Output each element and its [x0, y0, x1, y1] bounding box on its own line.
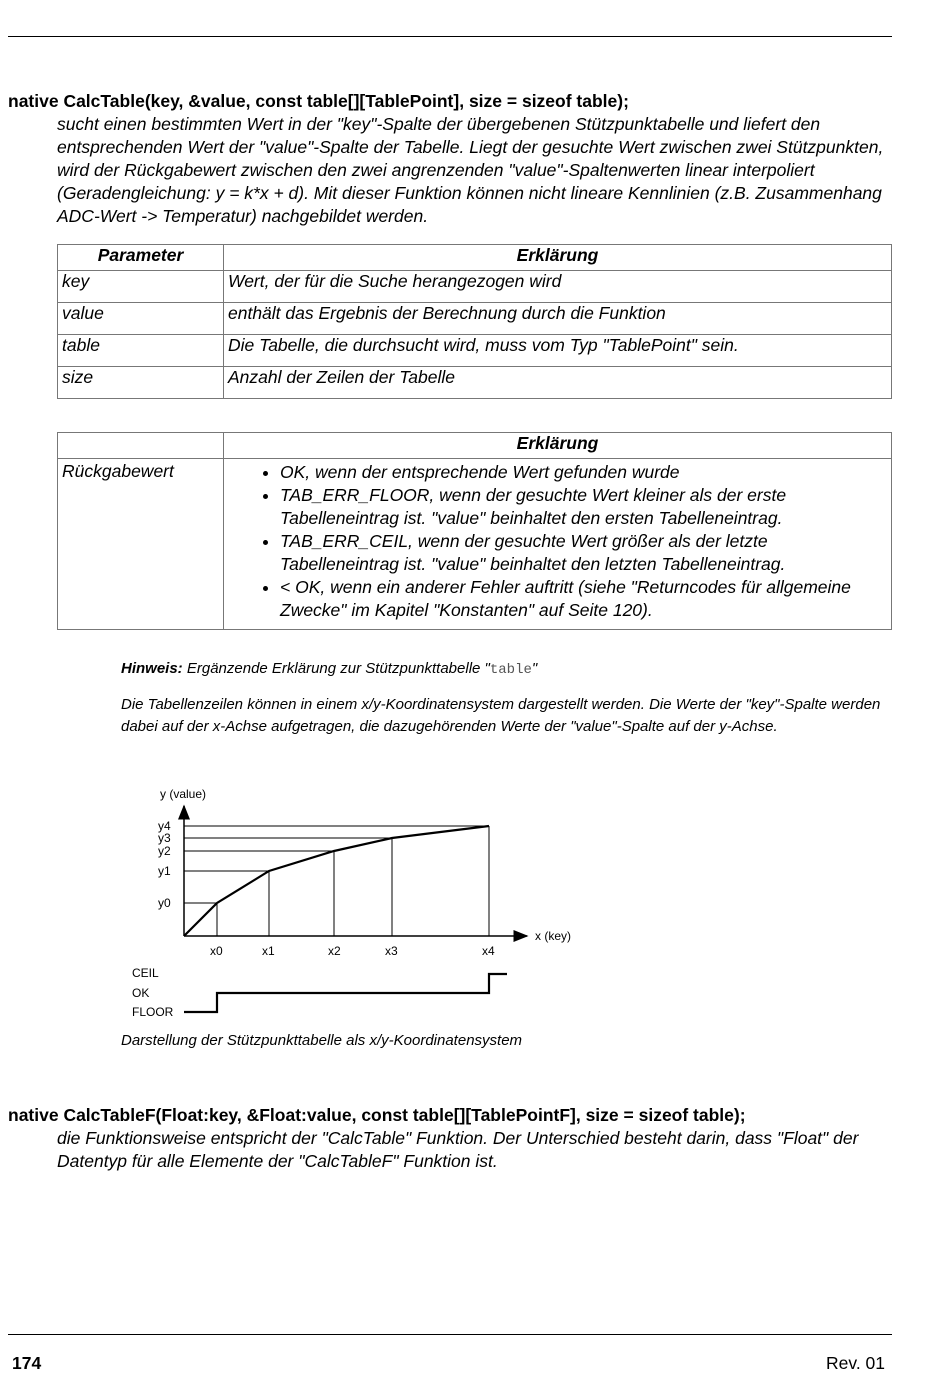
param-name: size — [58, 367, 224, 399]
diagram-caption: Darstellung der Stützpunkttabelle als x/y-Koordinatensystem — [121, 1032, 523, 1049]
y-tick-label: y1 — [158, 864, 171, 878]
status-label-ok: OK — [132, 986, 150, 1000]
list-item: • < OK, wenn ein anderer Fehler auftritt (siehe "Returncodes für allgemeine Zwecke" im Kapitel "Konstanten" auf Seite 120). — [280, 576, 887, 622]
header-rule — [8, 36, 892, 37]
x-tick-label: x2 — [328, 944, 341, 958]
param-name: value — [58, 303, 224, 335]
table-row — [58, 367, 892, 399]
x-tick-label: x4 — [482, 944, 495, 958]
status-step-signal — [184, 974, 507, 1012]
page-number: 174 — [12, 1353, 42, 1373]
param-name: table — [58, 335, 224, 367]
y-tick-label: y3 — [158, 831, 171, 845]
param-explanation: Die Tabelle, die durchsucht wird, muss vom Typ "TablePoint" sein. — [224, 335, 892, 367]
note-body: Die Tabellenzeilen können in einem x/y-Koordinatensystem dargestellt werden. Die Werte der "key"-Spalte werden dabei auf der x-Achse aufgetragen, die dazugehörenden Werte der "value"-Spalte auf der y-Achse. — [121, 696, 881, 735]
explanation-header: Erklärung — [224, 245, 892, 271]
list-item: • TAB_ERR_FLOOR, wenn der gesuchte Wert kleiner als der erste Tabelleneintrag ist. "value" beinhaltet den ersten Tabelleneintrag. — [280, 484, 887, 530]
return-value-list-cell — [224, 459, 892, 630]
function-description-calctable: sucht einen bestimmten Wert in der "key"-Spalte der übergebenen Stützpunktabelle und liefert den entsprechenden Wert der "value"-Spalte der Tabelle. Liegt der gesuchte Wert zwischen zwei Stützpunkten, wird der Rückgabewert zwischen den zwei angrenzenden "value"-Spaltenwerten linear interpoliert (Geradengleichung: y = k*x + d). Mit dieser Funktion können nicht lineare Kennlinien (z.B. Zusammenhang ADC-Wert -> Temperatur) nachgebildet werden. — [57, 114, 884, 226]
note-label: Hinweis: — [121, 660, 183, 677]
revision: Rev. 01 — [826, 1353, 886, 1373]
status-label-floor: FLOOR — [132, 1005, 174, 1019]
return-value-list — [228, 461, 887, 622]
table-row — [58, 271, 892, 303]
table-row — [58, 459, 892, 630]
status-label-ceil: CEIL — [132, 966, 159, 980]
y-tick-label: y2 — [158, 844, 171, 858]
interpolation-curve — [184, 826, 489, 936]
parameter-table — [57, 244, 892, 399]
table-row — [58, 335, 892, 367]
note-title-text: Ergänzende Erklärung zur Stützpunkttabelle " — [186, 660, 490, 677]
param-explanation: enthält das Ergebnis der Berechnung durch die Funktion — [224, 303, 892, 335]
empty-header — [58, 433, 224, 459]
return-value-label: Rückgabewert — [58, 459, 224, 630]
x-tick-label: x1 — [262, 944, 275, 958]
note-title — [121, 658, 896, 681]
function-description-calctablef: die Funktionsweise entspricht der "CalcTable" Funktion. Der Unterschied besteht darin, dass "Float" der Datentyp für alle Elemente der "CalcTableF" Funktion ist. — [57, 1128, 859, 1171]
footer-rule — [8, 1334, 892, 1335]
return-value-table — [57, 432, 892, 630]
x-axis-label: x (key) — [535, 929, 571, 943]
explanation-header: Erklärung — [224, 433, 892, 459]
list-item: • OK, wenn der entsprechende Wert gefunden wurde — [280, 461, 887, 484]
function-signature-calctable: native CalcTable(key, &value, const table[][TablePoint], size = sizeof table); — [8, 91, 629, 111]
param-name: key — [58, 271, 224, 303]
param-explanation: Wert, der für die Suche herangezogen wird — [224, 271, 892, 303]
x-tick-label: x0 — [210, 944, 223, 958]
parameter-header: Parameter — [58, 245, 224, 271]
list-item: • TAB_ERR_CEIL, wenn der gesuchte Wert größer als der letzte Tabelleneintrag ist. "value" beinhaltet den letzten Tabelleneintrag. — [280, 530, 887, 576]
note-code: table — [489, 662, 532, 678]
y-axis-label: y (value) — [160, 787, 207, 801]
function-signature-calctablef: native CalcTableF(Float:key, &Float:value, const table[][TablePointF], size = sizeof table); — [8, 1105, 746, 1125]
y-tick-label: y0 — [158, 896, 171, 910]
note-title-end: " — [531, 660, 538, 677]
x-tick-label: x3 — [385, 944, 398, 958]
y-tick-label: y4 — [158, 819, 171, 833]
table-row — [58, 303, 892, 335]
param-explanation: Anzahl der Zeilen der Tabelle — [224, 367, 892, 399]
